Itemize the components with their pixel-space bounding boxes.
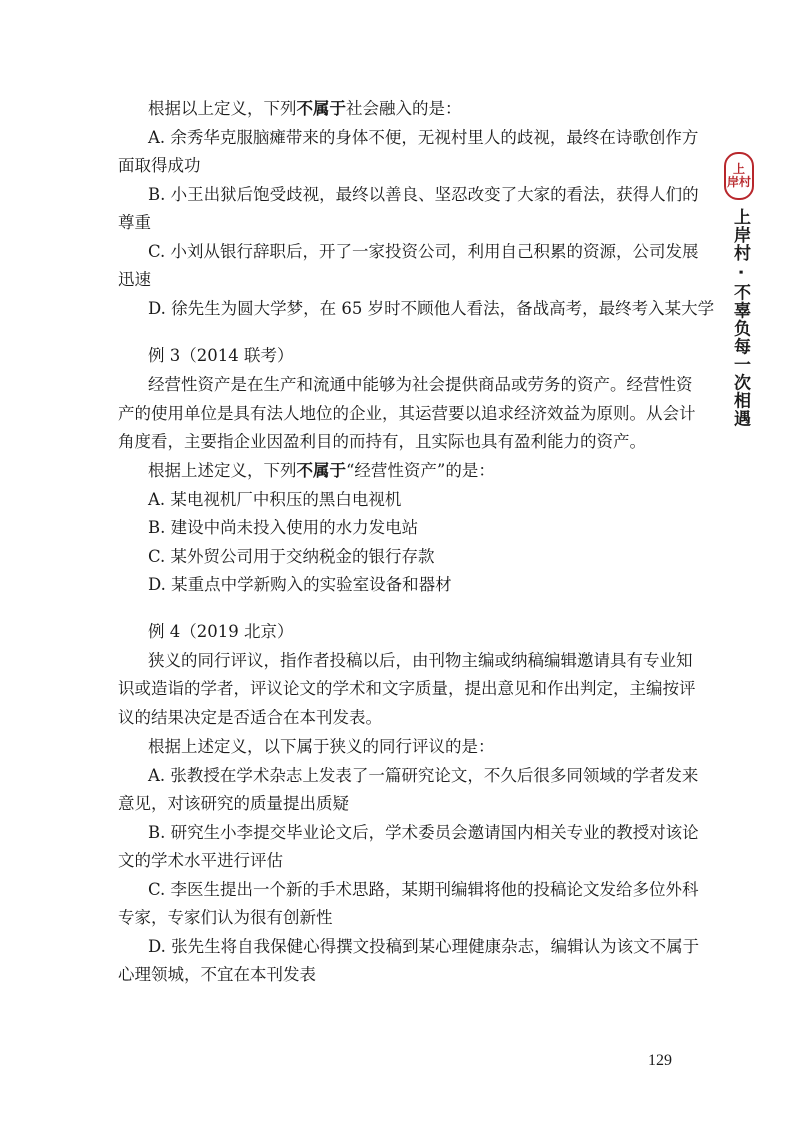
option-4b-line2: 文的学术水平进行评估 <box>118 851 283 870</box>
option-4a-line1: A. 张教授在学术杂志上发表了一篇研究论文，不久后很多同领域的学者发来 <box>148 766 699 785</box>
option-3d: D. 某重点中学新购入的实验室设备和器材 <box>148 575 452 594</box>
option-3a: A. 某电视机厂中积压的黑白电视机 <box>148 490 402 509</box>
option-4c-line1: C. 李医生提出一个新的手术思路，某期刊编辑将他的投稿论文发给多位外科 <box>148 880 699 899</box>
option-1d-line1: D. 徐先生为圆大学梦，在 65 岁时不顾他人看法，备战高考，最终考入某大学 <box>148 299 715 318</box>
option-1b-line2: 尊重 <box>118 213 151 232</box>
example-3-heading: 例 3（2014 联考） <box>148 346 294 365</box>
example-4-definition-line3: 议的结果决定是否适合在本刊发表。 <box>118 708 382 727</box>
option-1c-line1: C. 小刘从银行辞职后，开了一家投资公司，利用自己积累的资源，公司发展 <box>148 242 699 261</box>
brand-seal-bottom: 岸村 <box>726 175 751 189</box>
option-4a-line2: 意见，对该研究的质量提出质疑 <box>118 794 349 813</box>
option-4b-line1: B. 研究生小李提交毕业论文后，学术委员会邀请国内相关专业的教授对该论 <box>148 823 699 842</box>
option-1c-line2: 迅速 <box>118 270 151 289</box>
question-3: 根据上述定义，下列不属于“经营性资产”的是： <box>148 461 495 480</box>
question-1: 根据以上定义，下列不属于社会融入的是： <box>148 99 462 118</box>
option-4d-line1: D. 张先生将自我保健心得撰文投稿到某心理健康杂志，编辑认为该文不属于 <box>148 937 700 956</box>
brand-slogan: 上岸村 · 不辜负每一次相遇 <box>730 208 750 428</box>
example-3-definition-line1: 经营性资产是在生产和流通中能够为社会提供商品或劳务的资产。经营性资 <box>148 375 693 394</box>
example-4-definition-line1: 狭义的同行评议，指作者投稿以后，由刊物主编或纳稿编辑邀请具有专业知 <box>148 651 693 670</box>
example-4-definition-line2: 识或造诣的学者，评议论文的学术和文字质量，提出意见和作出判定，主编按评 <box>118 679 696 698</box>
option-1b-line1: B. 小王出狱后饱受歧视，最终以善良、坚忍改变了大家的看法，获得人们的 <box>148 185 699 204</box>
option-4c-line2: 专家，专家们认为很有创新性 <box>118 908 333 927</box>
option-1a-line1: A. 余秀华克服脑瘫带来的身体不便，无视村里人的歧视，最终在诗歌创作方 <box>148 128 699 147</box>
example-3-definition-line2: 产的使用单位是具有法人地位的企业，其运营要以追求经济效益为原则。从会计 <box>118 404 696 423</box>
brand-seal <box>724 152 754 200</box>
brand-seal-top: 上 <box>732 162 745 176</box>
option-3c: C. 某外贸公司用于交纳税金的银行存款 <box>148 547 435 566</box>
example-4-heading: 例 4（2019 北京） <box>148 622 294 641</box>
option-1a-line2: 面取得成功 <box>118 156 201 175</box>
page-number: 129 <box>648 1052 672 1069</box>
example-3-definition-line3: 角度看，主要指企业因盈利目的而持有，且实际也具有盈利能力的资产。 <box>118 432 646 451</box>
option-3b: B. 建设中尚未投入使用的水力发电站 <box>148 518 419 537</box>
option-4d-line2: 心理领城，不宜在本刊发表 <box>118 965 316 984</box>
question-4: 根据上述定义，以下属于狭义的同行评议的是： <box>148 737 495 756</box>
